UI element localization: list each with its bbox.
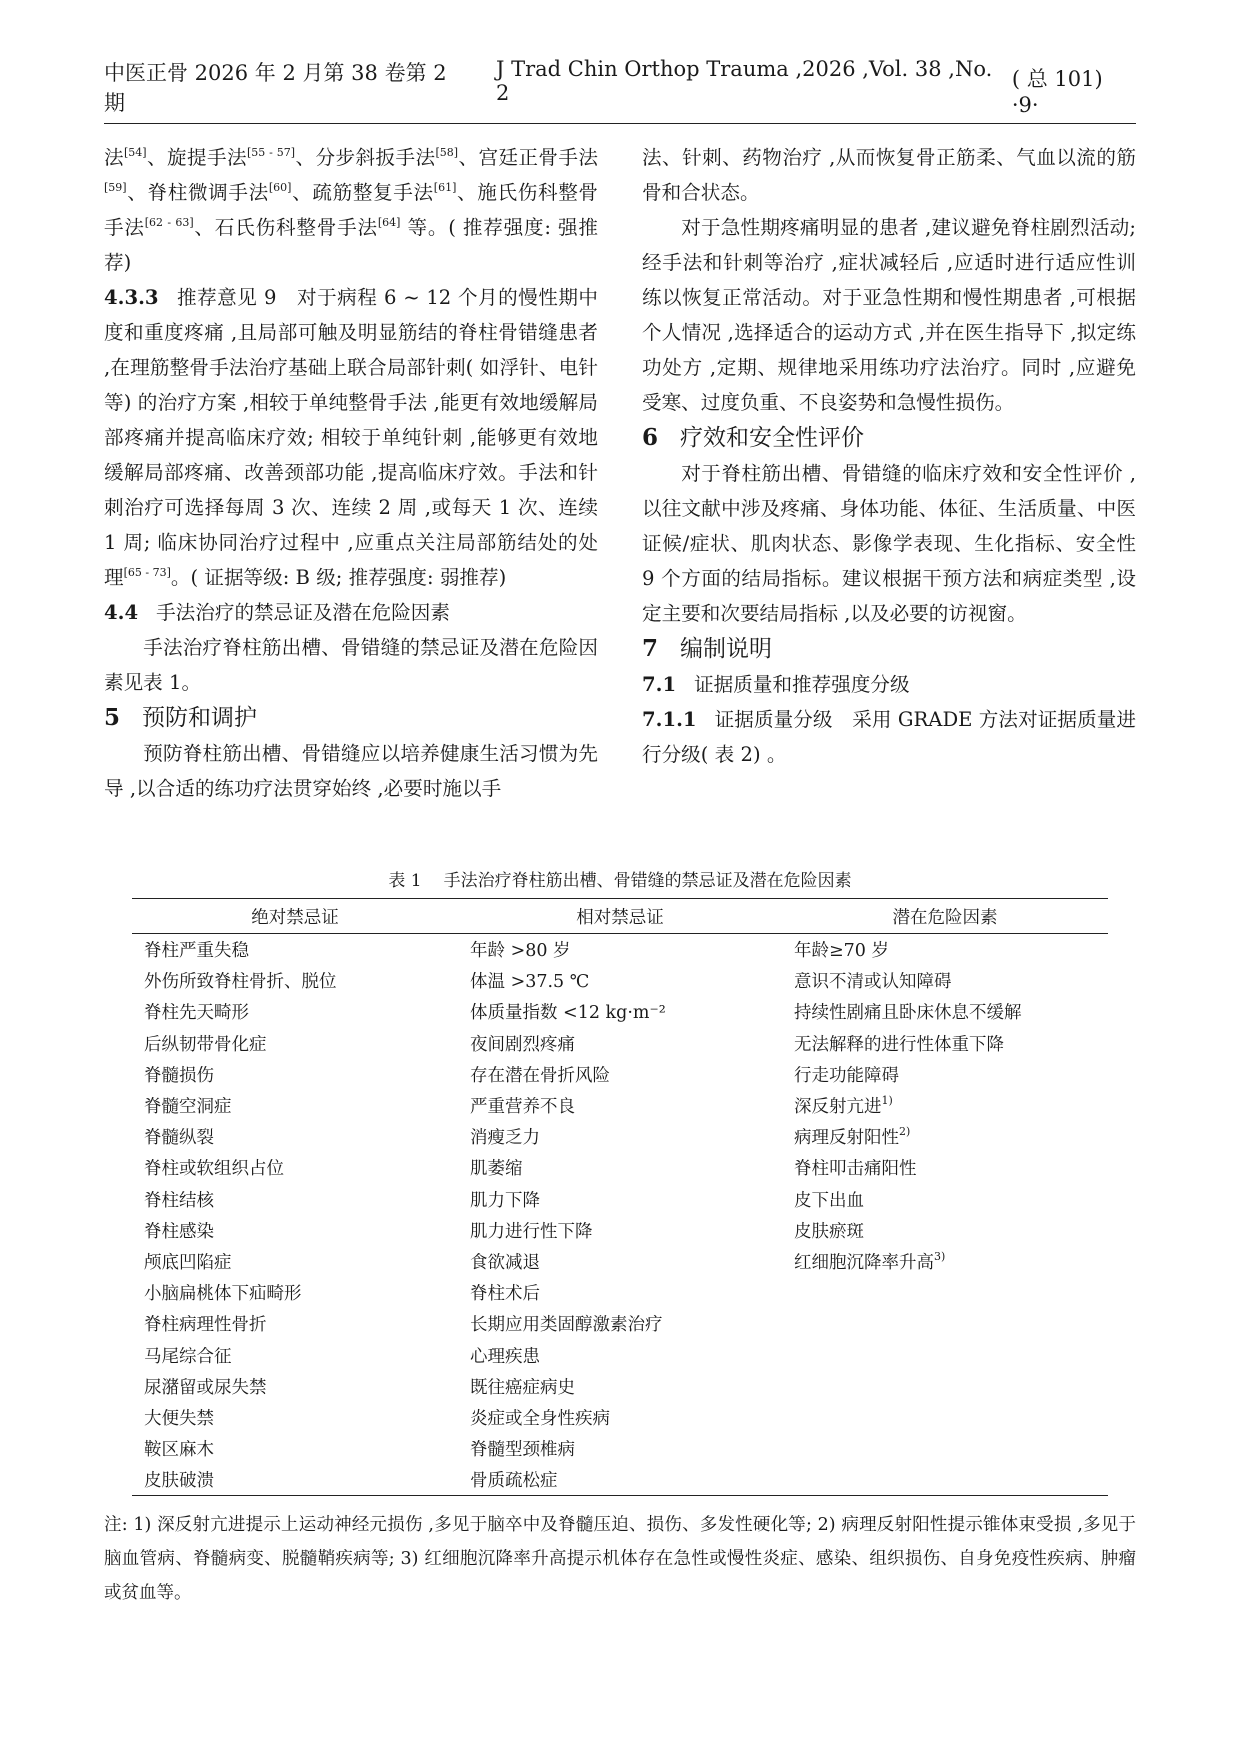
- section-6-paragraph: 对于脊柱筋出槽、骨错缝的临床疗效和安全性评价 ,以往文献中涉及疼痛、身体功能、体征、生活质量、中医证候/症状、肌肉状态、影像学表现、生化指标、安全性 9 个方面的结局指标。建议根据干预方法和病症类型 ,设定主要和次要结局指标 ,以及必要的访视窗。: [642, 462, 1136, 625]
- paragraph-manipulation-list: 法[54]、旋提手法[55 - 57]、分步斜扳手法[58]、宫廷正骨手法[59]、脊柱微调手法[60]、疏筋整复手法[61]、施氏伤科整骨手法[62 - 63]、石氏伤科整骨手法[64] 等。( 推荐强度: 强推荐): [104, 146, 599, 274]
- table-cell: 行走功能障碍: [794, 1065, 899, 1086]
- table-cell: 脊柱严重失稳: [144, 941, 249, 962]
- table-row: [132, 1028, 1108, 1059]
- table-cell: 小脑扁桃体下疝畸形: [144, 1284, 302, 1305]
- citation: [61]: [433, 181, 457, 194]
- table-row: [132, 1308, 1108, 1339]
- section-4-4-paragraph: 手法治疗脊柱筋出槽、骨错缝的禁忌证及潜在危险因素见表 1。: [104, 636, 598, 694]
- table-header-relative: 相对禁忌证: [458, 899, 782, 934]
- table-cell: [782, 1371, 1108, 1402]
- table-row: [132, 934, 1108, 966]
- table-row: [132, 1433, 1108, 1464]
- left-column: [104, 140, 598, 806]
- section-4-3-3: 4.3.3 推荐意见 9 对于病程 6 ~ 12 个月的慢性期中度和重度疼痛 ,且局部可触及明显筋结的脊柱骨错缝患者 ,在理筋整骨手法治疗基础上联合局部针刺( 如浮针、电针等) 的治疗方案 ,相较于单纯整骨手法 ,能更有效地缓解局部疼痛并提高临床疗效; 相较于单纯针刺 ,能够更有效地缓解局部疼痛、改善颈部功能 ,提高临床疗效。手法和针刺治疗可选择每周 3 次、连续 2 周 ,或每天 1 次、连续 1 周; 临床协同治疗过程中 ,应重点关注局部筋结处的处理[65 - 73]。( 证据等级: B 级; 推荐强度: 弱推荐): [104, 286, 598, 589]
- table-cell: 脊柱先天畸形: [144, 1003, 249, 1024]
- table-cell: 皮下出血: [794, 1190, 864, 1211]
- section-number: 4.3.3: [104, 286, 159, 309]
- section-5-heading: 5 预防和调护: [104, 704, 257, 731]
- table-cell: 脊柱感染: [144, 1221, 214, 1242]
- citation: [55 - 57]: [246, 146, 296, 159]
- citation: [58]: [435, 146, 459, 159]
- table-header-risk: 潜在危险因素: [782, 899, 1108, 934]
- table-cell: 年龄 >80 岁: [470, 941, 571, 962]
- table-cell: 无法解释的进行性体重下降: [794, 1034, 1004, 1055]
- table-cell: 脊髓空洞症: [144, 1097, 232, 1118]
- journal-title-en: J Trad Chin Orthop Trauma ,2026 ,Vol. 38 ,No. 2: [495, 57, 993, 105]
- running-header: [104, 57, 1136, 124]
- journal-title-cn: 中医正骨 2026 年 2 月第 38 卷第 2 期: [104, 61, 447, 115]
- table-cell: 食欲减退: [470, 1252, 540, 1273]
- table-cell: [782, 1402, 1108, 1433]
- table-cell: 心理疾患: [470, 1346, 540, 1367]
- citation: [54]: [124, 146, 147, 159]
- table-cell: 颅底凹陷症: [144, 1252, 232, 1273]
- citation: [59]: [104, 181, 127, 194]
- table-row: [132, 1215, 1108, 1246]
- table-cell: 夜间剧烈疼痛: [470, 1034, 575, 1055]
- table-cell: 脊柱结核: [144, 1190, 214, 1211]
- table-cell: 外伤所致脊柱骨折、脱位: [144, 972, 337, 993]
- table-cell: 皮肤瘀斑: [794, 1221, 864, 1242]
- table-cell: 既往癌症病史: [470, 1377, 575, 1398]
- table-cell: [782, 1339, 1108, 1370]
- table-cell: 皮肤破溃: [132, 1464, 458, 1496]
- table-cell: 脊柱病理性骨折: [144, 1315, 267, 1336]
- table-row: [132, 1246, 1108, 1277]
- table-notes: 注: 1) 深反射亢进提示上运动神经元损伤 ,多见于脑卒中及脊髓压迫、损伤、多发性硬化等; 2) 病理反射阳性提示锥体束受损 ,多见于脑血管病、脊髓病变、脱髓鞘疾病等; 3) 红细胞沉降率升高提示机体存在急性或慢性炎症、感染、组织损伤、自身免疫性疾病、肿瘤或贫血等。: [104, 1515, 1136, 1603]
- table-caption: [0, 866, 1240, 891]
- paragraph-continued: 法、针刺、药物治疗 ,从而恢复骨正筋柔、气血以流的筋骨和合状态。: [642, 146, 1136, 204]
- table-cell: [782, 1433, 1108, 1464]
- citation: [64]: [377, 216, 401, 229]
- table-cell: 体质量指数 <12 kg·m⁻²: [470, 1003, 666, 1024]
- right-column: [642, 140, 1136, 806]
- table-title: 手法治疗脊柱筋出槽、骨错缝的禁忌证及潜在危险因素: [443, 871, 852, 891]
- table-label: 表 1: [388, 871, 422, 891]
- table-cell: 红细胞沉降率升高$^{3)}$: [794, 1249, 946, 1273]
- table-cell: 持续性剧痛且卧床休息不缓解: [794, 1003, 1022, 1024]
- table-cell: 骨质疏松症: [458, 1464, 782, 1496]
- table-cell: 后纵韧带骨化症: [144, 1034, 267, 1055]
- section-5-paragraph: 预防脊柱筋出槽、骨错缝应以培养健康生活习惯为先导 ,以合适的练功疗法贯穿始终 ,必要时施以手: [104, 742, 598, 800]
- table-header-absolute: 绝对禁忌证: [132, 899, 458, 934]
- table-cell: 炎症或全身性疾病: [470, 1408, 610, 1429]
- table-row: [132, 1277, 1108, 1308]
- table-row: [132, 1464, 1108, 1496]
- citation: [62 - 63]: [144, 216, 194, 229]
- section-4-4-heading: 4.4 手法治疗的禁忌证及潜在危险因素: [104, 601, 450, 624]
- table-row: [132, 1152, 1108, 1183]
- section-6-heading: 6 疗效和安全性评价: [642, 424, 864, 451]
- table-cell: 严重营养不良: [470, 1097, 575, 1118]
- contraindication-table: [132, 898, 1108, 1496]
- table-cell: 脊髓损伤: [144, 1065, 214, 1086]
- table-cell: 鞍区麻木: [144, 1440, 214, 1461]
- table-cell: 肌力进行性下降: [470, 1221, 593, 1242]
- note-marker: 1): [881, 1094, 893, 1108]
- table-row: [132, 1059, 1108, 1090]
- table-cell: 脊柱叩击痛阳性: [794, 1159, 917, 1180]
- table-row: [132, 1090, 1108, 1121]
- note-marker: 3): [934, 1249, 946, 1263]
- table-cell: 年龄≥70 岁: [794, 941, 889, 962]
- table-row: [132, 965, 1108, 996]
- citation: [65 - 73]: [123, 566, 171, 579]
- table-cell: 病理反射阳性$^{2)}$: [794, 1125, 911, 1149]
- citation: [60]: [268, 181, 292, 194]
- table-cell: [782, 1308, 1108, 1339]
- paragraph-exercise: 对于急性期疼痛明显的患者 ,建议避免脊柱剧烈活动; 经手法和针刺等治疗 ,症状减轻后 ,应适时进行适应性训练以恢复正常活动。对于亚急性期和慢性期患者 ,可根据个人情况 ,选择适合的运动方式 ,并在医生指导下 ,拟定练功处方 ,定期、规律地采用练功疗法治疗。同时 ,应避免受寒、过度负重、不良姿势和急慢性损伤。: [642, 216, 1136, 414]
- table-row: [132, 1339, 1108, 1370]
- section-7-1-1: 7.1.1 证据质量分级 采用 GRADE 方法对证据质量进行分级( 表 2) 。: [642, 708, 1136, 766]
- section-7-heading: 7 编制说明: [642, 635, 772, 662]
- table-row: [132, 1184, 1108, 1215]
- table-row: [132, 1121, 1108, 1152]
- table-cell: 马尾综合征: [144, 1346, 232, 1367]
- table-cell: 肌力下降: [470, 1190, 540, 1211]
- table-cell: 长期应用类固醇激素治疗: [470, 1315, 663, 1336]
- table-cell: 脊髓纵裂: [144, 1128, 214, 1149]
- table-cell: 脊柱术后: [470, 1284, 540, 1305]
- section-7-1-heading: 7.1 证据质量和推荐强度分级: [642, 673, 910, 696]
- table-cell: 深反射亢进$^{1)}$: [794, 1094, 893, 1118]
- table-row: [132, 1371, 1108, 1402]
- table-cell: 脊柱或软组织占位: [144, 1159, 284, 1180]
- note-marker: 2): [899, 1125, 911, 1139]
- page-number: ( 总 101) ·9·: [1011, 67, 1103, 117]
- table-cell: 存在潜在骨折风险: [470, 1065, 610, 1086]
- table-row: [132, 1402, 1108, 1433]
- table-cell: 肌萎缩: [470, 1159, 523, 1180]
- table-cell: 消瘦乏力: [470, 1128, 540, 1149]
- table-cell: [782, 1464, 1108, 1496]
- table-row: [132, 996, 1108, 1027]
- table-cell: 脊髓型颈椎病: [470, 1440, 575, 1461]
- table-cell: 尿潴留或尿失禁: [144, 1377, 267, 1398]
- table-cell: 大便失禁: [144, 1408, 214, 1429]
- table-cell: [782, 1277, 1108, 1308]
- table-cell: 意识不清或认知障碍: [794, 972, 952, 993]
- table-cell: 体温 >37.5 ℃: [470, 972, 590, 993]
